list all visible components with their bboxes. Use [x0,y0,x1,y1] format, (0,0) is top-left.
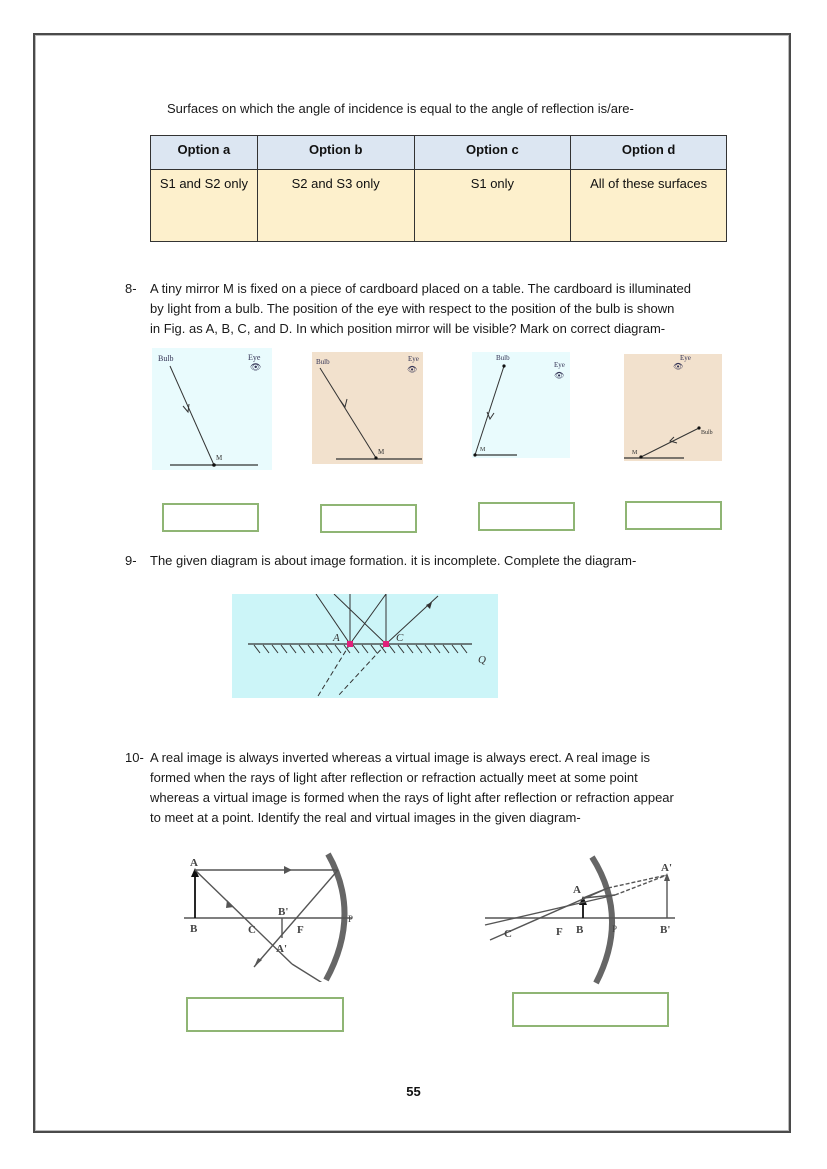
q8-line-3: in Fig. as A, B, C, and D. In which position mirror will be visible? Mark on correct diagram- [150,321,666,336]
answer-box-a[interactable] [162,503,259,532]
svg-text:A': A' [661,862,672,874]
virtual-image-diagram [480,855,680,985]
svg-text:Eye: Eye [408,355,419,363]
svg-text:M: M [378,448,385,456]
svg-text:B: B [190,923,198,935]
q9-number: 9- [125,553,137,568]
svg-text:C: C [248,924,256,936]
incomplete-reflection-diagram [232,594,498,698]
svg-text:B': B' [660,924,671,936]
svg-text:Q: Q [478,654,486,666]
svg-text:Bulb: Bulb [158,354,174,363]
answer-box-d[interactable] [625,501,722,530]
svg-text:C: C [504,928,512,940]
q8-line-1: A tiny mirror M is fixed on a piece of cardboard placed on a table. The cardboard is illuminated [150,281,691,296]
answer-box-b[interactable] [320,504,417,533]
svg-text:B': B' [278,906,289,918]
svg-text:A: A [573,884,581,896]
answer-box-virtual-image[interactable] [512,992,669,1027]
svg-text:Bulb: Bulb [701,430,713,436]
svg-text:F: F [556,926,563,938]
option-a-header: Option a [151,136,258,170]
option-b-cell[interactable]: S2 and S3 only [257,170,414,242]
options-table [150,135,727,242]
q10-line-3: whereas a virtual image is formed when the rays of light after reflection or refraction appear [150,790,674,805]
q7-prompt: Surfaces on which the angle of incidence is equal to the angle of reflection is/are- [167,101,634,116]
q10-line-1: A real image is always inverted whereas a virtual image is always erect. A real image is [150,750,650,765]
figure-d [624,354,722,461]
svg-text:Eye: Eye [680,354,691,362]
svg-text:A': A' [276,943,287,955]
figure-b [312,352,423,464]
answer-box-real-image[interactable] [186,997,344,1032]
svg-text:A: A [190,857,198,869]
q9-text: The given diagram is about image formation. it is incomplete. Complete the diagram- [150,553,637,568]
q8-number: 8- [125,281,137,296]
q10-number: 10- [125,750,144,765]
svg-text:F: F [297,924,304,936]
option-c-cell[interactable]: S1 only [414,170,571,242]
eye-icon: 👁 [554,371,565,380]
option-d-header: Option d [571,136,727,170]
svg-text:M: M [632,450,638,456]
svg-text:M: M [216,454,223,462]
option-a-cell[interactable]: S1 and S2 only [151,170,258,242]
svg-text:Eye: Eye [554,361,565,369]
option-d-cell[interactable]: All of these surfaces [571,170,727,242]
figure-c [472,352,570,458]
q8-line-2: by light from a bulb. The position of the eye with respect to the position of the bulb is shown [150,301,675,316]
svg-text:P: P [348,914,354,924]
svg-text:A: A [333,632,340,644]
svg-text:B: B [576,924,584,936]
svg-text:P: P [612,924,618,934]
q10-line-2: formed when the rays of light after reflection or refraction actually meet at some point [150,770,638,785]
svg-text:Bulb: Bulb [496,354,510,362]
svg-text:C: C [396,632,404,644]
svg-text:Bulb: Bulb [316,358,330,366]
eye-icon: 👁 [673,362,684,371]
option-c-header: Option c [414,136,571,170]
real-image-diagram [180,852,360,982]
svg-text:M: M [480,447,486,453]
page-number: 55 [406,1084,421,1099]
q10-line-4: to meet at a point. Identify the real and virtual images in the given diagram- [150,810,581,825]
eye-icon: 👁 [250,362,262,372]
answer-box-c[interactable] [478,502,575,531]
figure-a [152,348,272,470]
svg-text:Eye: Eye [248,353,261,362]
option-b-header: Option b [257,136,414,170]
eye-icon: 👁 [407,365,418,374]
